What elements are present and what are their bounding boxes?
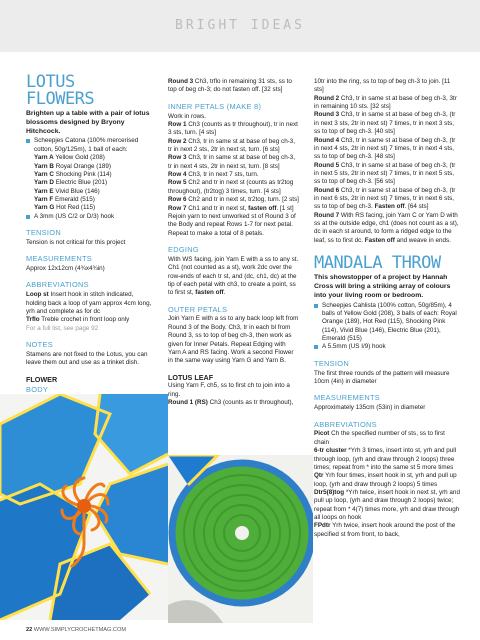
lotus-flower-photo [0, 394, 168, 620]
leaf-round-4: Round 4 Ch3, tr in same st at base of beg ch-3, (tr in next 4 sts, 2tr in next st) 7 times, tr in next 4 sts, ss to top of beg ch-3. [48 sts] [314, 136, 456, 161]
mandala-measurements-heading: MEASUREMENTS [314, 393, 381, 403]
leaf-round-3: Round 3 Ch3, tr in same st at base of beg ch-3, (tr in next 3 sts, 2tr in next st) 7 times, tr in next 3 sts, ss to top of beg ch-3. [40 sts] [314, 111, 456, 136]
measurements-text: Approx 12x12cm (4¾x4¾in) [26, 265, 105, 273]
yarn-item: Yarn F Emerald (515) [34, 196, 95, 203]
lotus-leaf-photo [168, 455, 313, 623]
outer-text: Join Yarn E with a ss to any back loop left from Round 3 of the Body. Ch3, tr in each bl from Round 3, ss to top of beg ch-3, then work as given for Inner Petals. Repeat Edging with Yarn A and RS facing. Work a second Flower in the same way using Yarn G and Yarn B. [168, 315, 299, 365]
outer-petals-heading: OUTER PETALS [168, 304, 228, 314]
mandala-tension-text: The first three rounds of the pattern will measure 10cm (4in) in diameter [314, 369, 450, 386]
edging-heading: EDGING [168, 244, 199, 254]
notes-text: Stamens are not fixed to the Lotus, you can leave them out and use as a trinket dish. [26, 350, 148, 367]
yarn-item: Yarn E Vivid Blue (146) [34, 187, 100, 195]
leaf-round-7: Round 7 With RS facing, join Yarn C or Yarn D with ss at the outside edge, ch1 (does not count as a st), dc in each st around, to form a ridged edge to the leaf, ss to first dc. Fasten off and weave in ends. [314, 211, 459, 244]
yarn-item: Yarn C Shocking Pink (114) [34, 170, 112, 178]
row-5: Row 5 Ch2 and tr in next st (counts as tr2tog throughout), (tr2tog) 3 times, turn. [4 sts] [168, 179, 294, 195]
row-4: Row 4 Ch3, tr in next 7 sts, turn. [168, 171, 259, 179]
mandala-abbreviations-heading: ABBREVIATIONS [314, 419, 377, 429]
yarn-list [26, 154, 152, 213]
yarn-item: Yarn B Royal Orange (189) [34, 162, 112, 170]
round-3: Round 3 Ch3, trflo in remaining 31 sts, ss to top of beg ch-3; do not fasten off. [32 sts] [168, 78, 292, 94]
leaf-round-2: Round 2 Ch3, tr in same st at base of beg ch-3, 3tr in remaining 10 sts. [32 sts] [314, 94, 457, 111]
yarn-bullet: Scheepjes Catona (100% mercerised cotton, 50g/125m), 1 ball of each: [26, 137, 152, 154]
tension-text: Tension is not critical for this project [26, 238, 126, 246]
leaf-round-1-cont: 10tr into the ring, ss to top of beg ch-3 to join. [11 sts] [314, 78, 451, 94]
tension-heading: TENSION [26, 228, 61, 238]
mandala-hook-bullet: A 5.5mm (US I/9) hook [314, 343, 460, 351]
row-1: Row 1 Ch3 (counts as tr throughout), tr in next 3 sts, turn. [4 sts] [168, 120, 298, 137]
column-2 [168, 78, 300, 407]
leaf-round-5: Round 5 Ch3, tr in same st at base of beg ch-3, (tr in next 5 sts, 2tr in next st) 7 times, tr in next 5 sts, ss to top of beg ch-3. [56 sts] [314, 161, 456, 186]
inner-intro: Work in rows. [168, 112, 207, 120]
edging-text: With WS facing, join Yarn E with a ss to any st. Ch1 (not counted as a st), work 2dc over the row-ends of each tr st, and (dc, ch1, dc) at the tip of each petal with ch3, to create a point, ss to first st, fasten off. [168, 255, 299, 297]
leaf-text: Using Yarn F, ch5, ss to first ch to join into a ring. [168, 382, 290, 398]
abbreviations-heading: ABBREVIATIONS [26, 280, 89, 290]
abbrev-dtr5tog: Dtr5(8)tog *Yrh twice, insert hook in next st, yrh and pull up loop, (yrh and draw through 2 loops) twice; repeat from * 4(7) times more, yrh and draw through all loops on hook [314, 488, 460, 522]
abbrev-full-list: For a full list, see page 92 [26, 324, 99, 332]
yarn-item: Yarn D Electric Blue (201) [34, 179, 108, 187]
measurements-heading: MEASUREMENTS [26, 254, 93, 264]
mandala-tension-heading: TENSION [314, 358, 349, 368]
row-7: Row 7 Ch1 and tr in next st, fasten off. [1 st] [168, 204, 294, 212]
row-6: Row 6 Ch2 and tr in next st, tr2tog, turn. [2 sts] [168, 196, 299, 204]
hook-bullet: A 3mm (US C/2 or D/3) hook [26, 213, 152, 221]
yarn-item: Yarn G Hot Red (115) [34, 204, 96, 212]
abbrev-fpdtr: FPdtr Yrh twice, insert hook around the post of the specified st from front, to back, [314, 522, 456, 538]
mandala-measurements-text: Approximately 135cm (53in) in diameter [314, 404, 426, 412]
mandala-title: MANDALA THROW [314, 253, 441, 274]
rejoin-text: Rejoin yarn to next unworked st of Round 3 of the Body and repeat Rows 1-7 for next petal. Repeat to make a total of 8 petals. [168, 212, 296, 237]
abbrev-loop-st: Loop st Insert hook in stitch indicated, holding back a loop of yarn approx 4cm long, yrh and complete as for dc [26, 291, 152, 316]
flower-heading: FLOWER [26, 374, 58, 384]
section-title: BRIGHT IDEAS [175, 18, 305, 33]
lotus-leaf-heading: LOTUS LEAF [168, 372, 214, 382]
row-3: Row 3 Ch3, tr in same st at base of beg ch-3, tr in next 4 sts, 2tr in next st, turn. [8 sts] [168, 154, 296, 170]
mandala-lead: This showstopper of a project by Hannah Cross will bring a striking array of colours into your living room or bedroom. [314, 274, 451, 299]
inner-petals-heading: INNER PETALS (MAKE 8) [168, 101, 262, 111]
body-heading: BODY [26, 385, 49, 395]
lotus-title: LOTUS FLOWERS [26, 72, 95, 109]
row-2: Row 2 Ch3, tr in same st at base of beg ch-3, tr in next 2 sts, 2tr in next st, turn. [6 sts] [168, 137, 296, 153]
yarn-item: Yarn A Yellow Gold (208) [34, 154, 105, 162]
website: WWW.SIMPLYCROCHETMAG.COM [33, 627, 126, 633]
page-footer [26, 627, 126, 633]
abbrev-6tr-cluster: 6-tr cluster *Yrh 3 times, insert into st, yrh and pull through loop, (yrh and draw through 2 loops) three times; repeat from * into the same st 5 more times [314, 447, 457, 471]
abbrev-trflo: Trflo Treble crochet in front loop only [26, 316, 130, 324]
page-number: 22 [26, 627, 33, 633]
column-3 [314, 78, 460, 539]
notes-heading: NOTES [26, 340, 53, 350]
mandala-yarn-bullet: Scheepjes Cahlista (100% cotton, 50g/85m), 4 balls of Yellow Gold (208), 3 balls of each: Royal Orange (189), Hot Red (115), Shocking Pink (114), Vivid Blue (146), Electric Blue (201), Emerald (515) [314, 302, 460, 344]
abbrev-qtr: Qtr Yrh four times, insert hook in st, yrh and pull up loop, (yrh and draw through 2 loops) 5 times [314, 472, 457, 488]
abbrev-picot: Picot Ch the specified number of sts, ss to first chain [314, 430, 445, 446]
lotus-lead: Brighten up a table with a pair of lotus blossoms designed by Bryony Hitchcock. [26, 110, 150, 135]
leaf-round-1: Round 1 (RS) Ch3 (counts as tr throughout), [168, 398, 294, 406]
section-banner [0, 0, 480, 52]
leaf-round-6: Round 6 Ch3, tr in same st at base of beg ch-3, (tr in next 6 sts, 2tr in next st) 7 times, tr in next 6 sts, ss to top of beg ch-3. Fasten off. [64 sts] [314, 186, 456, 211]
